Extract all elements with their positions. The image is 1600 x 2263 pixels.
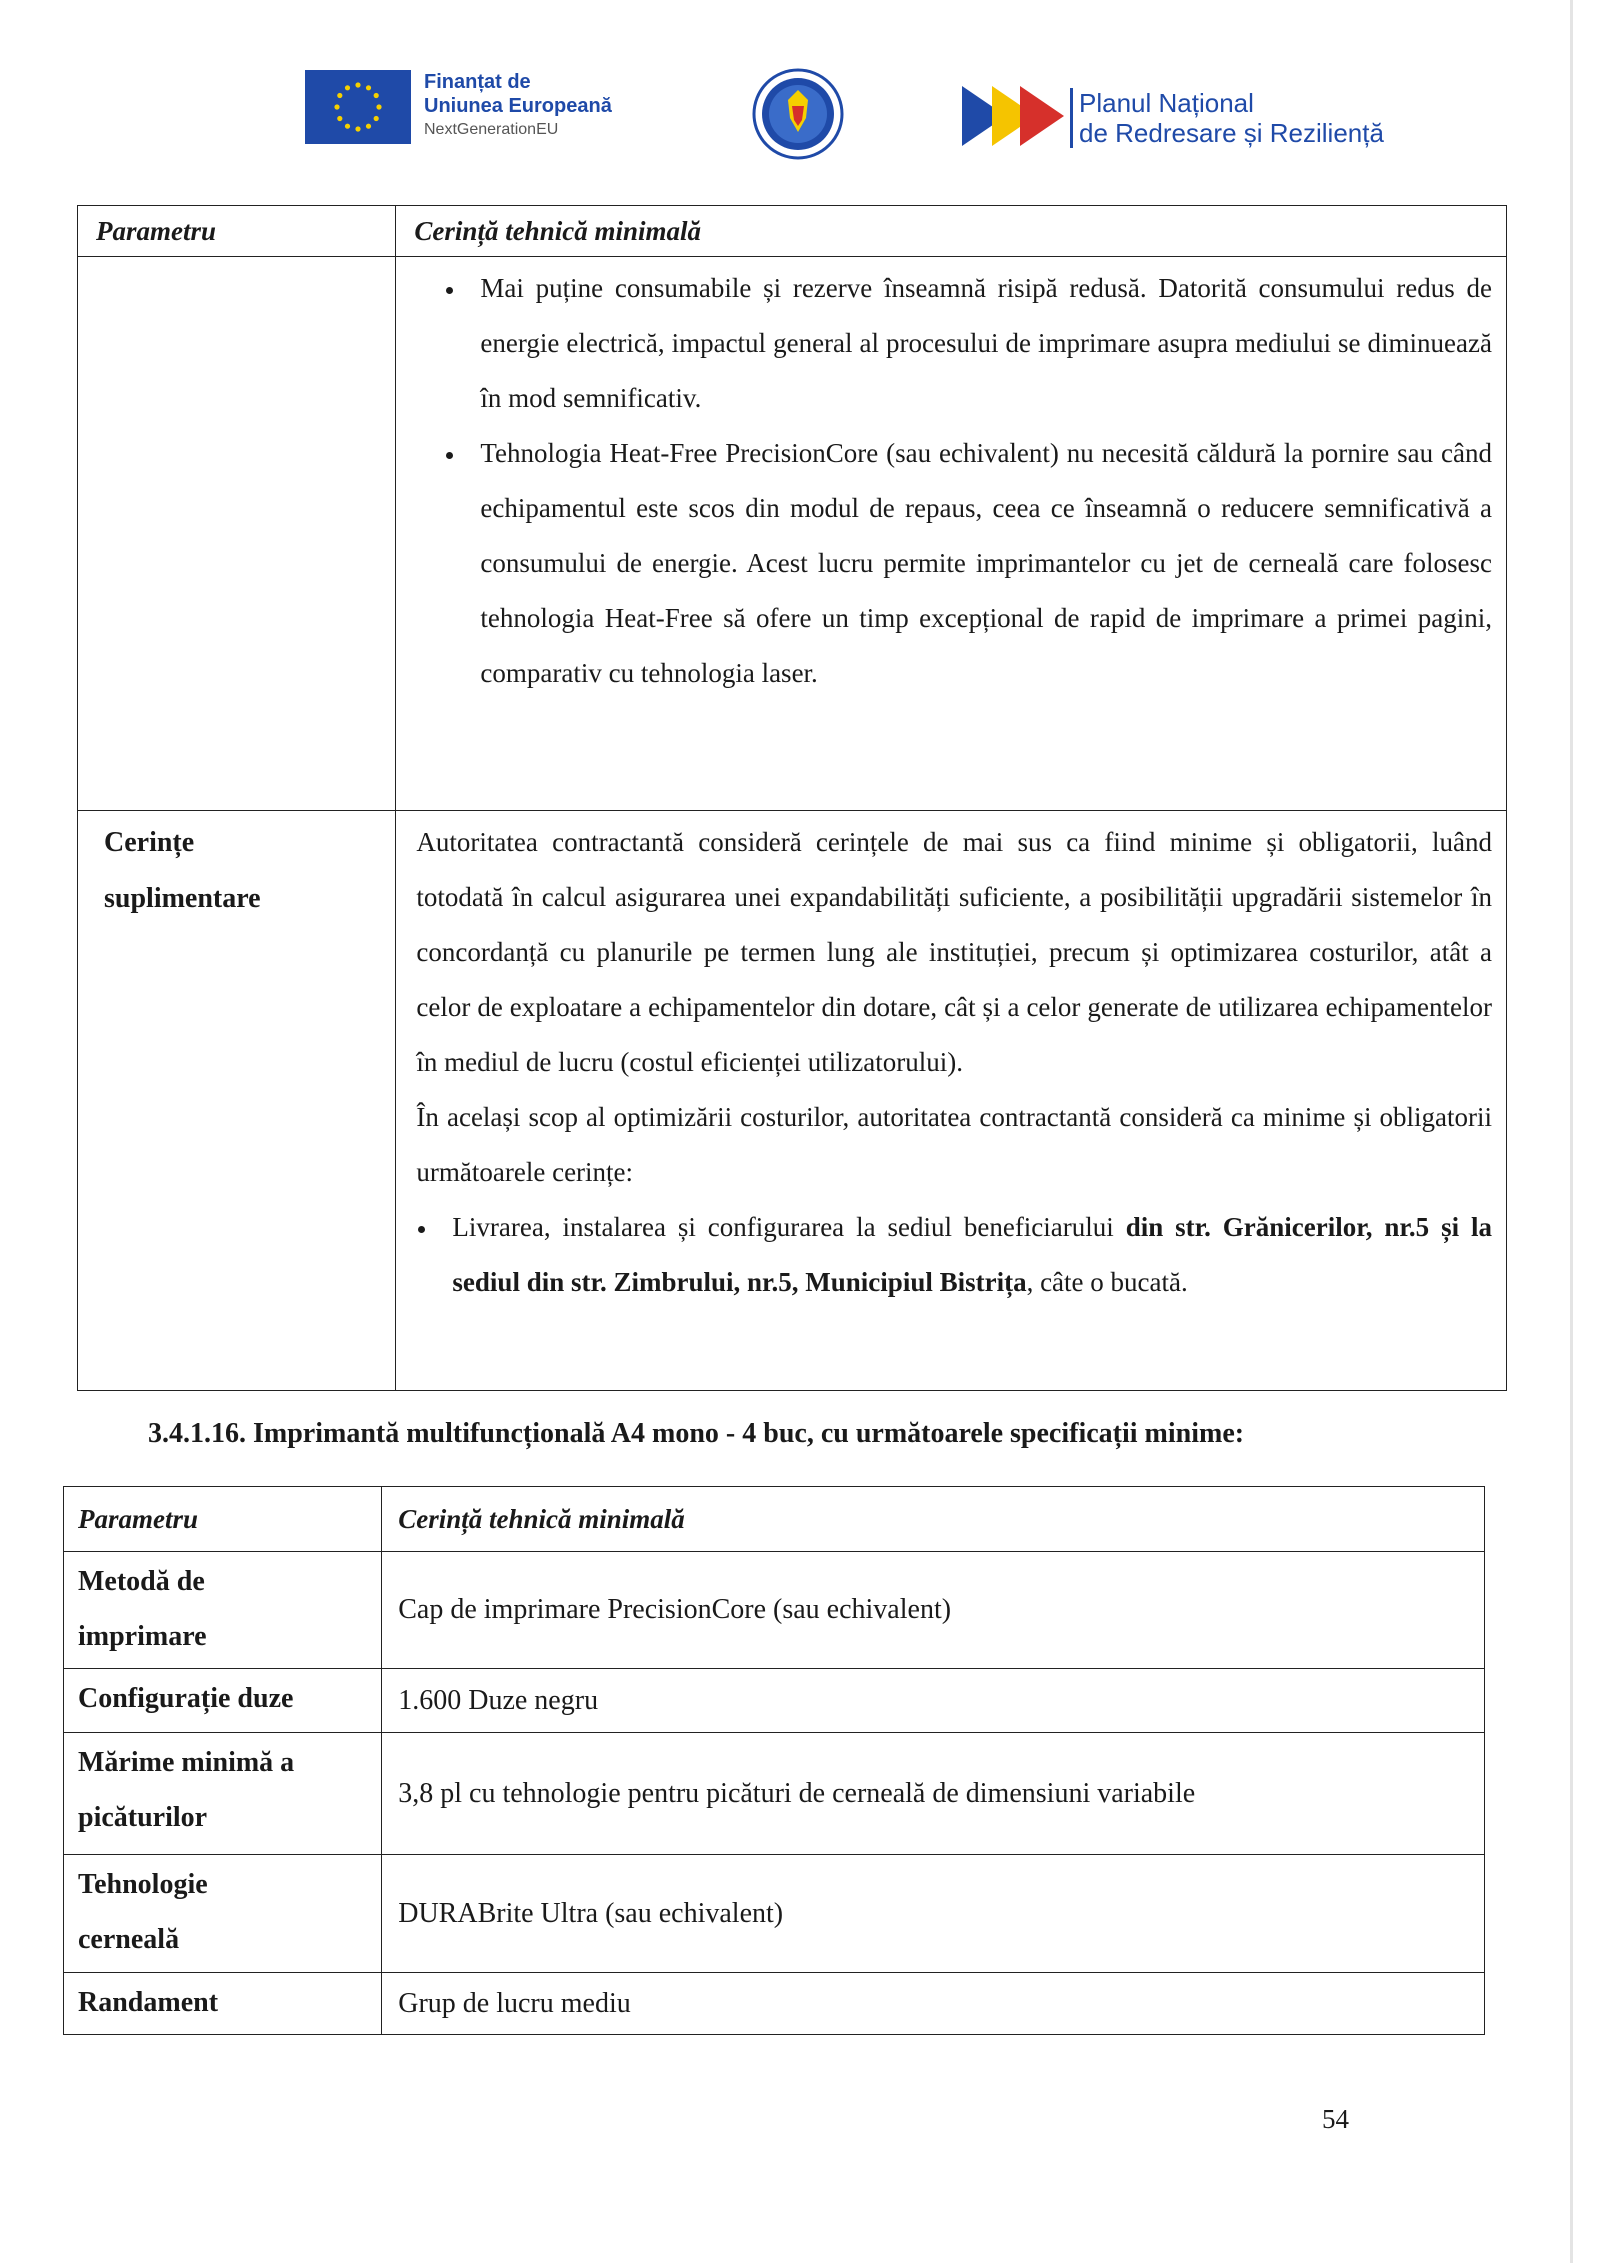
parameter-label	[64, 1855, 382, 1973]
eu-line-3: NextGenerationEU	[424, 121, 559, 138]
table-row	[64, 1669, 1485, 1733]
list-item-text: , câte o bucată.	[1026, 1267, 1188, 1297]
label-line: Metodă de	[78, 1566, 205, 1597]
bullet-list	[416, 261, 1492, 701]
column-header-requirement: Cerință tehnică minimală	[396, 206, 1507, 257]
label-line: cerneală	[78, 1924, 180, 1955]
table-row	[78, 257, 1507, 811]
section-title: 3.4.1.16. Imprimantă multifuncțională A4 mono - 4 buc, cu următoarele specificații minime:	[148, 1418, 1245, 1449]
address-text: din str. Grănicerilor, nr.5 și la sediul din str. Zimbrului, nr.5, Municipiul Bistrița	[452, 1212, 1492, 1297]
table-row	[64, 1973, 1485, 2035]
parameter-label	[78, 811, 396, 1391]
requirement-value: Cap de imprimare PrecisionCore (sau echivalent)	[382, 1552, 1485, 1669]
page-header	[0, 0, 1600, 170]
requirement-cell	[396, 811, 1507, 1391]
column-header-requirement: Cerință tehnică minimală	[382, 1487, 1485, 1552]
pnrr-title	[1070, 88, 1384, 148]
requirement-cell	[396, 257, 1507, 811]
column-header-parameter: Parametru	[64, 1487, 382, 1552]
table-header-row	[64, 1487, 1485, 1552]
list-item: • Mai puține consumabile și rezerve înseamnă risipă redusă. Datorită consumului redus de energie electrică, impactul general al procesului de imprimare asupra mediului se diminuează în mod semnificativ.	[466, 261, 1492, 426]
parameter-label	[64, 1552, 382, 1669]
paragraph: În același scop al optimizării costurilor, autoritatea contractantă consideră ca minime și obligatorii următoarele cerințe:	[416, 1102, 1492, 1187]
parameter-label	[64, 1733, 382, 1855]
requirement-value: Grup de lucru mediu	[382, 1973, 1485, 2035]
parameter-label: Configurație duze	[64, 1669, 382, 1733]
table-row	[64, 1855, 1485, 1973]
table-row	[64, 1733, 1485, 1855]
paragraph: Autoritatea contractantă consideră cerințele de mai sus ca fiind minime și obligatorii, luând totodată în calcul asigurarea unei expandabilități suficiente, a posibilității upgradării sistemelor în concordanță cu planurile pe termen lung ale instituției, precum și optimizarea costurilor, atât a celor de exploatare a echipamentelor din dotare, cât și a celor generate de utilizarea echipamentelor în mediul de lucru (costul eficienței utilizatorului).	[416, 827, 1492, 1077]
pnrr-arrow-icon	[962, 82, 1070, 150]
eu-flag-icon	[305, 70, 411, 144]
eu-line-1: Finanțat de	[424, 71, 531, 93]
empty-parameter-cell	[78, 257, 396, 811]
list-item	[438, 1200, 1492, 1310]
list-item-text: Livrarea, instalarea și configurarea la sediul beneficiarului	[452, 1212, 1126, 1242]
list-item: • Tehnologia Heat-Free PrecisionCore (sau echivalent) nu necesită căldură la pornire sau când echipamentul este scos din modul de repaus, ceea ce înseamnă o reducere semnificativă a consumului de energie. Acest lucru permite imprimantelor cu jet de cerneală care folosesc tehnologia Heat-Free să ofere un timp excepțional de rapid de imprimare a primei pagini, comparativ cu tehnologia laser.	[466, 426, 1492, 701]
bullet-list	[416, 1200, 1492, 1310]
label-line: Cerințe	[104, 827, 195, 858]
eu-funding-text	[424, 70, 612, 142]
requirement-value: 3,8 pl cu tehnologie pentru picături de cerneală de dimensiuni variabile	[382, 1733, 1485, 1855]
label-line: Mărime minimă a	[78, 1747, 295, 1778]
table-header-row	[78, 206, 1507, 257]
pnrr-line-2: de Redresare și Reziliență	[1079, 118, 1384, 148]
requirements-table-continued	[77, 205, 1507, 1391]
column-header-parameter: Parametru	[78, 206, 396, 257]
label-line: picăturilor	[78, 1802, 208, 1833]
label-line: Tehnologie	[78, 1869, 208, 1900]
page-number: 54	[1322, 2104, 1349, 2134]
table-row	[78, 811, 1507, 1391]
requirement-value: 1.600 Duze negru	[382, 1669, 1485, 1733]
specifications-table	[63, 1486, 1485, 2035]
requirement-value: DURABrite Ultra (sau echivalent)	[382, 1855, 1485, 1973]
table-row	[64, 1552, 1485, 1669]
government-seal-icon	[752, 68, 844, 160]
pnrr-line-1: Planul Național	[1079, 88, 1254, 118]
parameter-label: Randament	[64, 1973, 382, 2035]
page-edge-divider	[1570, 0, 1573, 2263]
label-line: imprimare	[78, 1621, 207, 1652]
label-line: suplimentare	[104, 883, 261, 914]
eu-line-2: Uniunea Europeană	[424, 95, 612, 117]
